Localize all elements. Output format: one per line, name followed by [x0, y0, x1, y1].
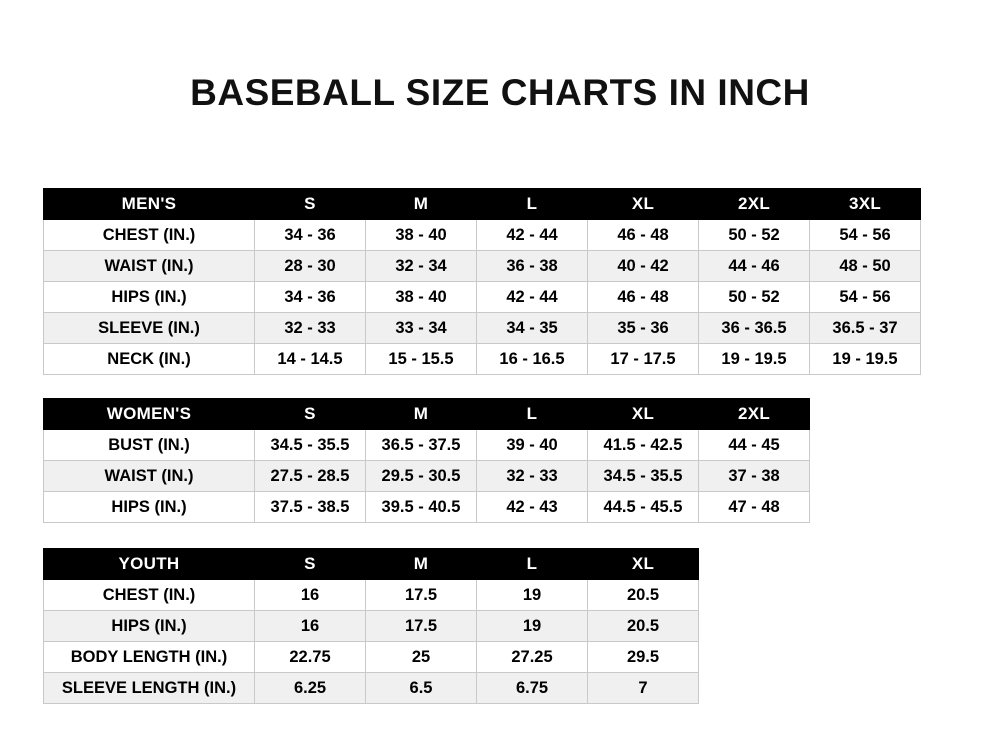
table-header-row: [44, 549, 699, 580]
cell: 44.5 - 45.5: [588, 492, 699, 523]
cell: 20.5: [588, 611, 699, 642]
row-label: NECK (IN.): [44, 344, 255, 375]
youth-header-col-l: L: [477, 549, 588, 580]
youth-size-table: [43, 548, 699, 704]
table-row: [44, 430, 810, 461]
youth-table-body: [44, 580, 699, 704]
table-row: [44, 492, 810, 523]
mens-header-col-2xl: 2XL: [699, 189, 810, 220]
cell: 39.5 - 40.5: [366, 492, 477, 523]
row-label: CHEST (IN.): [44, 220, 255, 251]
cell: 48 - 50: [810, 251, 921, 282]
cell: 50 - 52: [699, 282, 810, 313]
cell: 19 - 19.5: [810, 344, 921, 375]
cell: 46 - 48: [588, 282, 699, 313]
cell: 37 - 38: [699, 461, 810, 492]
cell: 36.5 - 37.5: [366, 430, 477, 461]
table-row: [44, 611, 699, 642]
cell: 16: [255, 611, 366, 642]
table-row: [44, 642, 699, 673]
cell: 38 - 40: [366, 282, 477, 313]
row-label: HIPS (IN.): [44, 611, 255, 642]
cell: 46 - 48: [588, 220, 699, 251]
youth-header-label: YOUTH: [44, 549, 255, 580]
cell: 19: [477, 611, 588, 642]
cell: 42 - 44: [477, 220, 588, 251]
mens-header-col-m: M: [366, 189, 477, 220]
youth-header-col-xl: XL: [588, 549, 699, 580]
cell: 16 - 16.5: [477, 344, 588, 375]
cell: 14 - 14.5: [255, 344, 366, 375]
mens-header-col-3xl: 3XL: [810, 189, 921, 220]
womens-header-label: WOMEN'S: [44, 399, 255, 430]
cell: 44 - 46: [699, 251, 810, 282]
mens-size-chart: [43, 188, 921, 375]
womens-size-chart: [43, 398, 810, 523]
mens-header-col-s: S: [255, 189, 366, 220]
row-label: SLEEVE (IN.): [44, 313, 255, 344]
cell: 7: [588, 673, 699, 704]
cell: 34.5 - 35.5: [255, 430, 366, 461]
row-label: BUST (IN.): [44, 430, 255, 461]
cell: 54 - 56: [810, 220, 921, 251]
cell: 19 - 19.5: [699, 344, 810, 375]
cell: 36 - 38: [477, 251, 588, 282]
cell: 34 - 36: [255, 220, 366, 251]
womens-header-col-xl: XL: [588, 399, 699, 430]
womens-header-col-l: L: [477, 399, 588, 430]
table-row: [44, 673, 699, 704]
cell: 32 - 34: [366, 251, 477, 282]
row-label: WAIST (IN.): [44, 461, 255, 492]
cell: 28 - 30: [255, 251, 366, 282]
row-label: CHEST (IN.): [44, 580, 255, 611]
cell: 34 - 36: [255, 282, 366, 313]
cell: 32 - 33: [255, 313, 366, 344]
page-title: BASEBALL SIZE CHARTS IN INCH: [190, 72, 810, 113]
youth-header-col-m: M: [366, 549, 477, 580]
cell: 22.75: [255, 642, 366, 673]
womens-table-header: [44, 399, 810, 430]
table-row: [44, 251, 921, 282]
cell: 6.75: [477, 673, 588, 704]
youth-table-header: [44, 549, 699, 580]
youth-size-chart: [43, 548, 699, 704]
cell: 6.25: [255, 673, 366, 704]
cell: 15 - 15.5: [366, 344, 477, 375]
womens-header-col-2xl: 2XL: [699, 399, 810, 430]
cell: 36 - 36.5: [699, 313, 810, 344]
womens-header-col-m: M: [366, 399, 477, 430]
cell: 16: [255, 580, 366, 611]
cell: 35 - 36: [588, 313, 699, 344]
cell: 17 - 17.5: [588, 344, 699, 375]
cell: 27.5 - 28.5: [255, 461, 366, 492]
mens-header-col-l: L: [477, 189, 588, 220]
cell: 6.5: [366, 673, 477, 704]
cell: 40 - 42: [588, 251, 699, 282]
cell: 19: [477, 580, 588, 611]
womens-size-table: [43, 398, 810, 523]
cell: 32 - 33: [477, 461, 588, 492]
cell: 20.5: [588, 580, 699, 611]
cell: 44 - 45: [699, 430, 810, 461]
cell: 25: [366, 642, 477, 673]
table-row: [44, 461, 810, 492]
cell: 47 - 48: [699, 492, 810, 523]
table-row: [44, 313, 921, 344]
table-row: [44, 344, 921, 375]
cell: 27.25: [477, 642, 588, 673]
mens-table-header: [44, 189, 921, 220]
cell: 54 - 56: [810, 282, 921, 313]
cell: 37.5 - 38.5: [255, 492, 366, 523]
cell: 41.5 - 42.5: [588, 430, 699, 461]
cell: 29.5: [588, 642, 699, 673]
row-label: SLEEVE LENGTH (IN.): [44, 673, 255, 704]
table-row: [44, 220, 921, 251]
table-row: [44, 580, 699, 611]
table-header-row: [44, 189, 921, 220]
row-label: HIPS (IN.): [44, 282, 255, 313]
womens-header-col-s: S: [255, 399, 366, 430]
row-label: HIPS (IN.): [44, 492, 255, 523]
cell: 42 - 43: [477, 492, 588, 523]
row-label: WAIST (IN.): [44, 251, 255, 282]
cell: 50 - 52: [699, 220, 810, 251]
cell: 38 - 40: [366, 220, 477, 251]
cell: 17.5: [366, 611, 477, 642]
cell: 42 - 44: [477, 282, 588, 313]
cell: 34.5 - 35.5: [588, 461, 699, 492]
mens-size-table: [43, 188, 921, 375]
cell: 29.5 - 30.5: [366, 461, 477, 492]
cell: 34 - 35: [477, 313, 588, 344]
cell: 17.5: [366, 580, 477, 611]
table-header-row: [44, 399, 810, 430]
cell: 36.5 - 37: [810, 313, 921, 344]
row-label: BODY LENGTH (IN.): [44, 642, 255, 673]
mens-table-body: [44, 220, 921, 375]
table-row: [44, 282, 921, 313]
cell: 33 - 34: [366, 313, 477, 344]
womens-table-body: [44, 430, 810, 523]
mens-header-label: MEN'S: [44, 189, 255, 220]
youth-header-col-s: S: [255, 549, 366, 580]
cell: 39 - 40: [477, 430, 588, 461]
mens-header-col-xl: XL: [588, 189, 699, 220]
